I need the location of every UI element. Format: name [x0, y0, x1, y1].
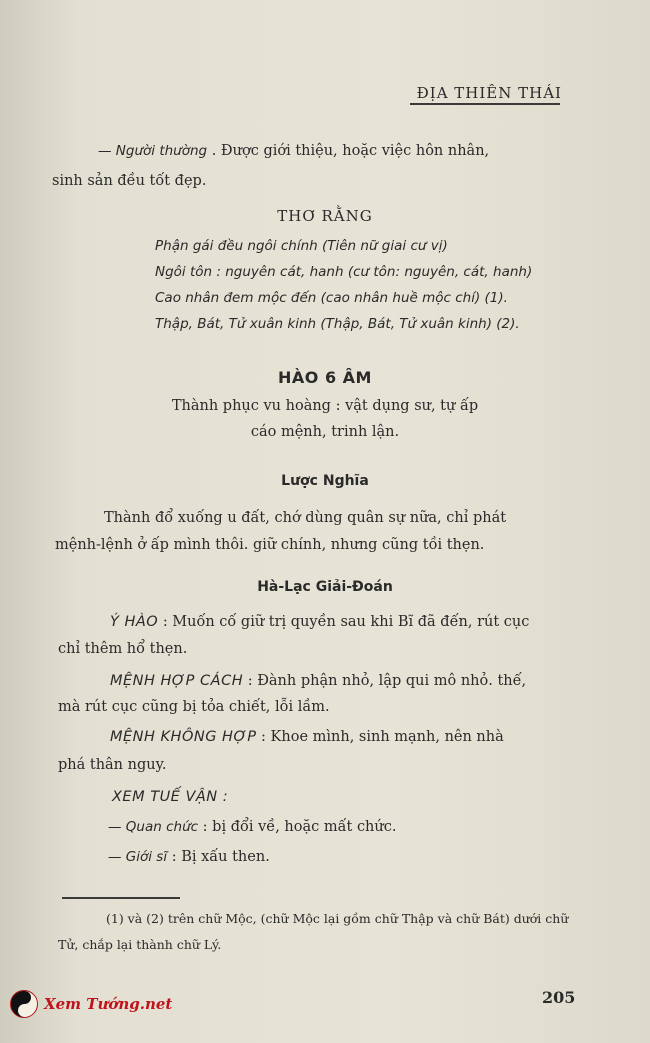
hop-cach-label: MỆNH HỢP CÁCH	[110, 673, 244, 689]
watermark-logo	[10, 990, 172, 1018]
quan-chuc-text: : bị đổi về, hoặc mất chức.	[202, 819, 397, 835]
intro-line2: sinh sản đều tốt đẹp.	[52, 173, 207, 189]
hop-cach-text2: mà rút cục cũng bị tỏa chiết, lỗi lầm.	[58, 699, 330, 715]
luoc-nghia-line1: Thành đổ xuống u đất, chớ dùng quân sự nữa, chỉ phát	[104, 510, 507, 526]
quan-chuc-label: — Quan chức	[108, 819, 199, 835]
running-head: ĐỊA THIÊN THÁI	[416, 84, 562, 102]
hao-title: HÀO 6 ÂM	[278, 368, 372, 387]
footnote-rule	[62, 897, 180, 899]
page-number: 205	[542, 988, 576, 1007]
gioi-si-text: : Bị xấu then.	[171, 849, 270, 865]
poem-title: THƠ RẰNG	[277, 207, 373, 225]
luoc-nghia-title: Lược Nghĩa	[281, 473, 369, 489]
intro-paragraph	[98, 136, 489, 166]
tue-van-label: XEM TUẾ VẬN :	[112, 789, 229, 805]
khong-hop-label: MỆNH KHÔNG HỢP	[110, 729, 257, 745]
y-hao-text2: chỉ thêm hổ thẹn.	[58, 641, 188, 657]
intro-label: — Người thường	[98, 143, 208, 159]
gioi-si-label: — Giới sĩ	[108, 849, 168, 865]
watermark-text: Xem Tướng.net	[44, 995, 173, 1013]
khong-hop-text: : Khoe mình, sinh mạnh, nên nhà	[261, 729, 504, 745]
y-hao-line	[110, 607, 529, 637]
footnote: (1) và (2) trên chữ Mộc, (chữ Mộc lại gồm chữ Thập và chữ Bát) dưới chữ Tử, chắp lại thành chữ Lý.	[58, 911, 569, 952]
y-hao-text: : Muốn cố giữ trị quyền sau khi Bĩ đã đến, rút cục	[162, 614, 530, 630]
quan-chuc-line	[108, 812, 396, 842]
khong-hop-text2: phá thân nguy.	[58, 757, 167, 773]
khong-hop-line	[110, 722, 504, 752]
poem-line-3: Cao nhân đem mộc đến (cao nhân huề mộc chí) (1).	[155, 290, 508, 306]
luoc-nghia-line2: mệnh-lệnh ở ấp mình thôi. giữ chính, nhưng cũng tồi thẹn.	[55, 537, 485, 553]
yin-yang-icon	[10, 990, 38, 1018]
head-rule	[410, 103, 560, 105]
gioi-si-line	[108, 842, 270, 872]
hao-line-2: cáo mệnh, trinh lận.	[250, 424, 400, 440]
poem-line-4: Thập, Bát, Tử xuân kinh (Thập, Bát, Tử xuân kinh) (2).	[155, 316, 520, 332]
poem-line-1: Phận gái đều ngôi chính (Tiên nữ giai cư vị)	[155, 238, 448, 254]
ha-lac-title: Hà-Lạc Giải-Đoán	[257, 579, 393, 595]
y-hao-label: Ý HÀO	[110, 614, 159, 630]
hop-cach-text: : Đành phận nhỏ, lập qui mô nhỏ. thế,	[247, 673, 527, 689]
hao-line-1: Thành phục vu hoàng : vật dụng sư, tự ấp	[171, 398, 479, 414]
poem-line-2: Ngôi tôn : nguyên cát, hanh (cư tôn: nguyên, cát, hanh)	[155, 264, 533, 280]
intro-line1: . Được giới thiệu, hoặc việc hôn nhân,	[211, 143, 490, 159]
